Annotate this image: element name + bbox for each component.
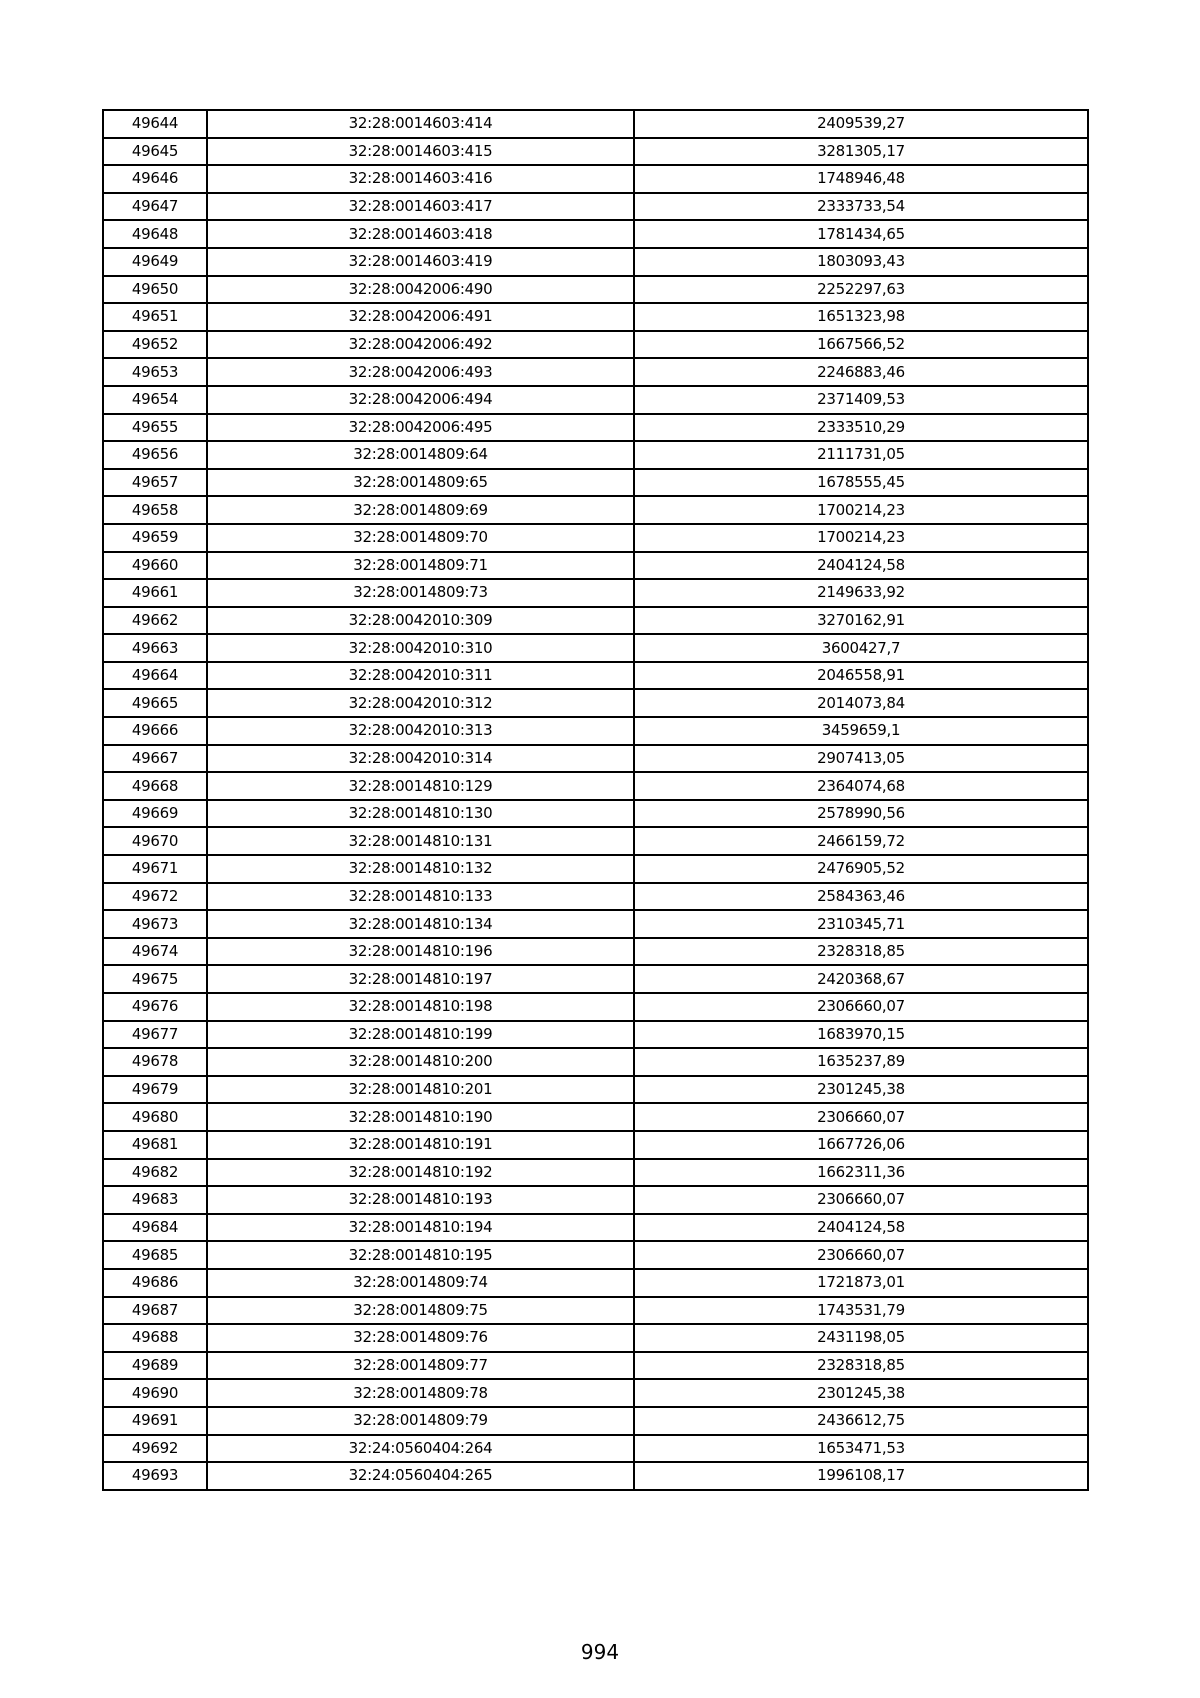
value-cell: 2301245,38: [634, 1076, 1088, 1104]
cadastral-number-cell: 32:28:0014603:417: [207, 193, 634, 221]
cadastral-number-cell: 32:28:0014810:129: [207, 772, 634, 800]
value-cell: 2404124,58: [634, 552, 1088, 580]
row-number-cell: 49648: [103, 220, 207, 248]
table-body: [103, 110, 1088, 1490]
cadastral-number-cell: 32:28:0042010:309: [207, 607, 634, 635]
table-row: [103, 1131, 1088, 1159]
value-cell: 2310345,71: [634, 910, 1088, 938]
value-cell: 2306660,07: [634, 1241, 1088, 1269]
row-number-cell: 49674: [103, 938, 207, 966]
row-number-cell: 49688: [103, 1324, 207, 1352]
value-cell: 1678555,45: [634, 469, 1088, 497]
value-cell: 3281305,17: [634, 138, 1088, 166]
cadastral-number-cell: 32:28:0042006:491: [207, 303, 634, 331]
cadastral-number-cell: 32:28:0014603:416: [207, 165, 634, 193]
cadastral-number-cell: 32:28:0014810:131: [207, 827, 634, 855]
table-row: [103, 607, 1088, 635]
cadastral-number-cell: 32:28:0042010:311: [207, 662, 634, 690]
value-cell: 1803093,43: [634, 248, 1088, 276]
cadastral-number-cell: 32:28:0014810:191: [207, 1131, 634, 1159]
row-number-cell: 49658: [103, 496, 207, 524]
table-row: [103, 1462, 1088, 1490]
row-number-cell: 49644: [103, 110, 207, 138]
cadastral-number-cell: 32:28:0014810:132: [207, 855, 634, 883]
cadastral-number-cell: 32:28:0014809:78: [207, 1379, 634, 1407]
table-row: [103, 827, 1088, 855]
value-cell: 1651323,98: [634, 303, 1088, 331]
table-row: [103, 441, 1088, 469]
value-cell: 3600427,7: [634, 634, 1088, 662]
cadastral-number-cell: 32:28:0014603:414: [207, 110, 634, 138]
cadastral-number-cell: 32:28:0014809:65: [207, 469, 634, 497]
cadastral-number-cell: 32:28:0014810:198: [207, 993, 634, 1021]
table-row: [103, 110, 1088, 138]
value-cell: 2246883,46: [634, 358, 1088, 386]
row-number-cell: 49678: [103, 1048, 207, 1076]
page-number: 994: [580, 1640, 620, 1664]
cadastral-number-cell: 32:28:0014809:75: [207, 1297, 634, 1325]
value-cell: 1700214,23: [634, 496, 1088, 524]
table-row: [103, 883, 1088, 911]
value-cell: 1635237,89: [634, 1048, 1088, 1076]
row-number-cell: 49670: [103, 827, 207, 855]
row-number-cell: 49667: [103, 745, 207, 773]
value-cell: 2420368,67: [634, 965, 1088, 993]
row-number-cell: 49687: [103, 1297, 207, 1325]
table-row: [103, 193, 1088, 221]
row-number-cell: 49676: [103, 993, 207, 1021]
row-number-cell: 49652: [103, 331, 207, 359]
row-number-cell: 49679: [103, 1076, 207, 1104]
value-cell: 3270162,91: [634, 607, 1088, 635]
value-cell: 2404124,58: [634, 1214, 1088, 1242]
value-cell: 2014073,84: [634, 689, 1088, 717]
cadastral-number-cell: 32:28:0042010:312: [207, 689, 634, 717]
cadastral-number-cell: 32:28:0014809:77: [207, 1352, 634, 1380]
value-cell: 1721873,01: [634, 1269, 1088, 1297]
cadastral-number-cell: 32:28:0014603:418: [207, 220, 634, 248]
value-cell: 1743531,79: [634, 1297, 1088, 1325]
table-row: [103, 1269, 1088, 1297]
value-cell: 2476905,52: [634, 855, 1088, 883]
row-number-cell: 49690: [103, 1379, 207, 1407]
table-row: [103, 772, 1088, 800]
row-number-cell: 49659: [103, 524, 207, 552]
row-number-cell: 49677: [103, 1021, 207, 1049]
row-number-cell: 49651: [103, 303, 207, 331]
table-row: [103, 358, 1088, 386]
cadastral-number-cell: 32:28:0014810:192: [207, 1159, 634, 1187]
cadastral-number-cell: 32:28:0014810:194: [207, 1214, 634, 1242]
value-cell: 2252297,63: [634, 276, 1088, 304]
row-number-cell: 49653: [103, 358, 207, 386]
cadastral-number-cell: 32:28:0014810:201: [207, 1076, 634, 1104]
value-cell: 1748946,48: [634, 165, 1088, 193]
cadastral-number-cell: 32:28:0014603:419: [207, 248, 634, 276]
table-row: [103, 662, 1088, 690]
value-cell: 2466159,72: [634, 827, 1088, 855]
table-row: [103, 220, 1088, 248]
value-cell: 1996108,17: [634, 1462, 1088, 1490]
table-row: [103, 496, 1088, 524]
cadastral-number-cell: 32:28:0014810:133: [207, 883, 634, 911]
table-row: [103, 1103, 1088, 1131]
table-row: [103, 1076, 1088, 1104]
cadastral-number-cell: 32:28:0042006:494: [207, 386, 634, 414]
table-row: [103, 634, 1088, 662]
value-cell: 2111731,05: [634, 441, 1088, 469]
table-row: [103, 1214, 1088, 1242]
row-number-cell: 49685: [103, 1241, 207, 1269]
row-number-cell: 49672: [103, 883, 207, 911]
table-row: [103, 910, 1088, 938]
row-number-cell: 49656: [103, 441, 207, 469]
row-number-cell: 49686: [103, 1269, 207, 1297]
table-row: [103, 938, 1088, 966]
value-cell: 1781434,65: [634, 220, 1088, 248]
row-number-cell: 49655: [103, 414, 207, 442]
cadastral-number-cell: 32:28:0042010:310: [207, 634, 634, 662]
table-row: [103, 993, 1088, 1021]
row-number-cell: 49650: [103, 276, 207, 304]
value-cell: 1700214,23: [634, 524, 1088, 552]
table-row: [103, 524, 1088, 552]
row-number-cell: 49666: [103, 717, 207, 745]
table-row: [103, 1297, 1088, 1325]
value-cell: 2409539,27: [634, 110, 1088, 138]
value-cell: 2333733,54: [634, 193, 1088, 221]
value-cell: 2333510,29: [634, 414, 1088, 442]
table-row: [103, 331, 1088, 359]
cadastral-number-cell: 32:28:0014809:64: [207, 441, 634, 469]
cadastral-number-cell: 32:28:0042006:490: [207, 276, 634, 304]
value-cell: 2436612,75: [634, 1407, 1088, 1435]
cadastral-number-cell: 32:28:0014603:415: [207, 138, 634, 166]
table-row: [103, 1159, 1088, 1187]
value-cell: 2364074,68: [634, 772, 1088, 800]
value-cell: 1683970,15: [634, 1021, 1088, 1049]
row-number-cell: 49647: [103, 193, 207, 221]
table-row: [103, 1407, 1088, 1435]
table-row: [103, 579, 1088, 607]
value-cell: 2306660,07: [634, 993, 1088, 1021]
cadastral-number-cell: 32:28:0014809:71: [207, 552, 634, 580]
value-cell: 1667566,52: [634, 331, 1088, 359]
row-number-cell: 49673: [103, 910, 207, 938]
cadastral-number-cell: 32:28:0014810:196: [207, 938, 634, 966]
row-number-cell: 49649: [103, 248, 207, 276]
value-cell: 2328318,85: [634, 1352, 1088, 1380]
cadastral-number-cell: 32:28:0014810:200: [207, 1048, 634, 1076]
table-row: [103, 745, 1088, 773]
cadastral-number-cell: 32:28:0014810:195: [207, 1241, 634, 1269]
value-cell: 1667726,06: [634, 1131, 1088, 1159]
row-number-cell: 49654: [103, 386, 207, 414]
row-number-cell: 49661: [103, 579, 207, 607]
cadastral-number-cell: 32:28:0014810:190: [207, 1103, 634, 1131]
table-row: [103, 552, 1088, 580]
cadastral-number-cell: 32:28:0042010:313: [207, 717, 634, 745]
table-row: [103, 1379, 1088, 1407]
row-number-cell: 49646: [103, 165, 207, 193]
row-number-cell: 49689: [103, 1352, 207, 1380]
value-cell: 2301245,38: [634, 1379, 1088, 1407]
value-cell: 2371409,53: [634, 386, 1088, 414]
cadastral-number-cell: 32:24:0560404:265: [207, 1462, 634, 1490]
row-number-cell: 49675: [103, 965, 207, 993]
table-row: [103, 1048, 1088, 1076]
table-row: [103, 1186, 1088, 1214]
cadastral-number-cell: 32:28:0014810:197: [207, 965, 634, 993]
cadastral-number-cell: 32:28:0042006:495: [207, 414, 634, 442]
table-row: [103, 855, 1088, 883]
value-cell: 2328318,85: [634, 938, 1088, 966]
cadastral-number-cell: 32:28:0014809:69: [207, 496, 634, 524]
table-row: [103, 138, 1088, 166]
value-cell: 2584363,46: [634, 883, 1088, 911]
value-cell: 3459659,1: [634, 717, 1088, 745]
value-cell: 1662311,36: [634, 1159, 1088, 1187]
value-cell: 2907413,05: [634, 745, 1088, 773]
cadastral-number-cell: 32:28:0014809:73: [207, 579, 634, 607]
row-number-cell: 49692: [103, 1435, 207, 1463]
row-number-cell: 49684: [103, 1214, 207, 1242]
cadastral-value-table: [102, 109, 1089, 1491]
table-row: [103, 1241, 1088, 1269]
table-row: [103, 1435, 1088, 1463]
value-cell: 2431198,05: [634, 1324, 1088, 1352]
row-number-cell: 49682: [103, 1159, 207, 1187]
value-cell: 2149633,92: [634, 579, 1088, 607]
value-cell: 2046558,91: [634, 662, 1088, 690]
cadastral-number-cell: 32:28:0014809:79: [207, 1407, 634, 1435]
row-number-cell: 49645: [103, 138, 207, 166]
value-cell: 1653471,53: [634, 1435, 1088, 1463]
cadastral-number-cell: 32:28:0042006:492: [207, 331, 634, 359]
row-number-cell: 49665: [103, 689, 207, 717]
cadastral-number-cell: 32:28:0014810:130: [207, 800, 634, 828]
cadastral-number-cell: 32:28:0014810:199: [207, 1021, 634, 1049]
table-row: [103, 800, 1088, 828]
table-row: [103, 414, 1088, 442]
table-row: [103, 303, 1088, 331]
table-row: [103, 165, 1088, 193]
table-row: [103, 276, 1088, 304]
row-number-cell: 49664: [103, 662, 207, 690]
cadastral-number-cell: 32:28:0014809:76: [207, 1324, 634, 1352]
cadastral-number-cell: 32:28:0042006:493: [207, 358, 634, 386]
cadastral-number-cell: 32:28:0014810:134: [207, 910, 634, 938]
row-number-cell: 49683: [103, 1186, 207, 1214]
cadastral-number-cell: 32:28:0014810:193: [207, 1186, 634, 1214]
table-row: [103, 689, 1088, 717]
value-cell: 2306660,07: [634, 1186, 1088, 1214]
row-number-cell: 49669: [103, 800, 207, 828]
table-row: [103, 1324, 1088, 1352]
row-number-cell: 49680: [103, 1103, 207, 1131]
value-cell: 2578990,56: [634, 800, 1088, 828]
table-row: [103, 1021, 1088, 1049]
table-row: [103, 248, 1088, 276]
row-number-cell: 49693: [103, 1462, 207, 1490]
row-number-cell: 49660: [103, 552, 207, 580]
row-number-cell: 49681: [103, 1131, 207, 1159]
cadastral-number-cell: 32:28:0014809:70: [207, 524, 634, 552]
row-number-cell: 49657: [103, 469, 207, 497]
row-number-cell: 49671: [103, 855, 207, 883]
row-number-cell: 49668: [103, 772, 207, 800]
table-row: [103, 717, 1088, 745]
table-row: [103, 1352, 1088, 1380]
row-number-cell: 49663: [103, 634, 207, 662]
cadastral-number-cell: 32:24:0560404:264: [207, 1435, 634, 1463]
cadastral-number-cell: 32:28:0014809:74: [207, 1269, 634, 1297]
value-cell: 2306660,07: [634, 1103, 1088, 1131]
cadastral-number-cell: 32:28:0042010:314: [207, 745, 634, 773]
table-row: [103, 469, 1088, 497]
row-number-cell: 49662: [103, 607, 207, 635]
table-row: [103, 965, 1088, 993]
table-row: [103, 386, 1088, 414]
row-number-cell: 49691: [103, 1407, 207, 1435]
